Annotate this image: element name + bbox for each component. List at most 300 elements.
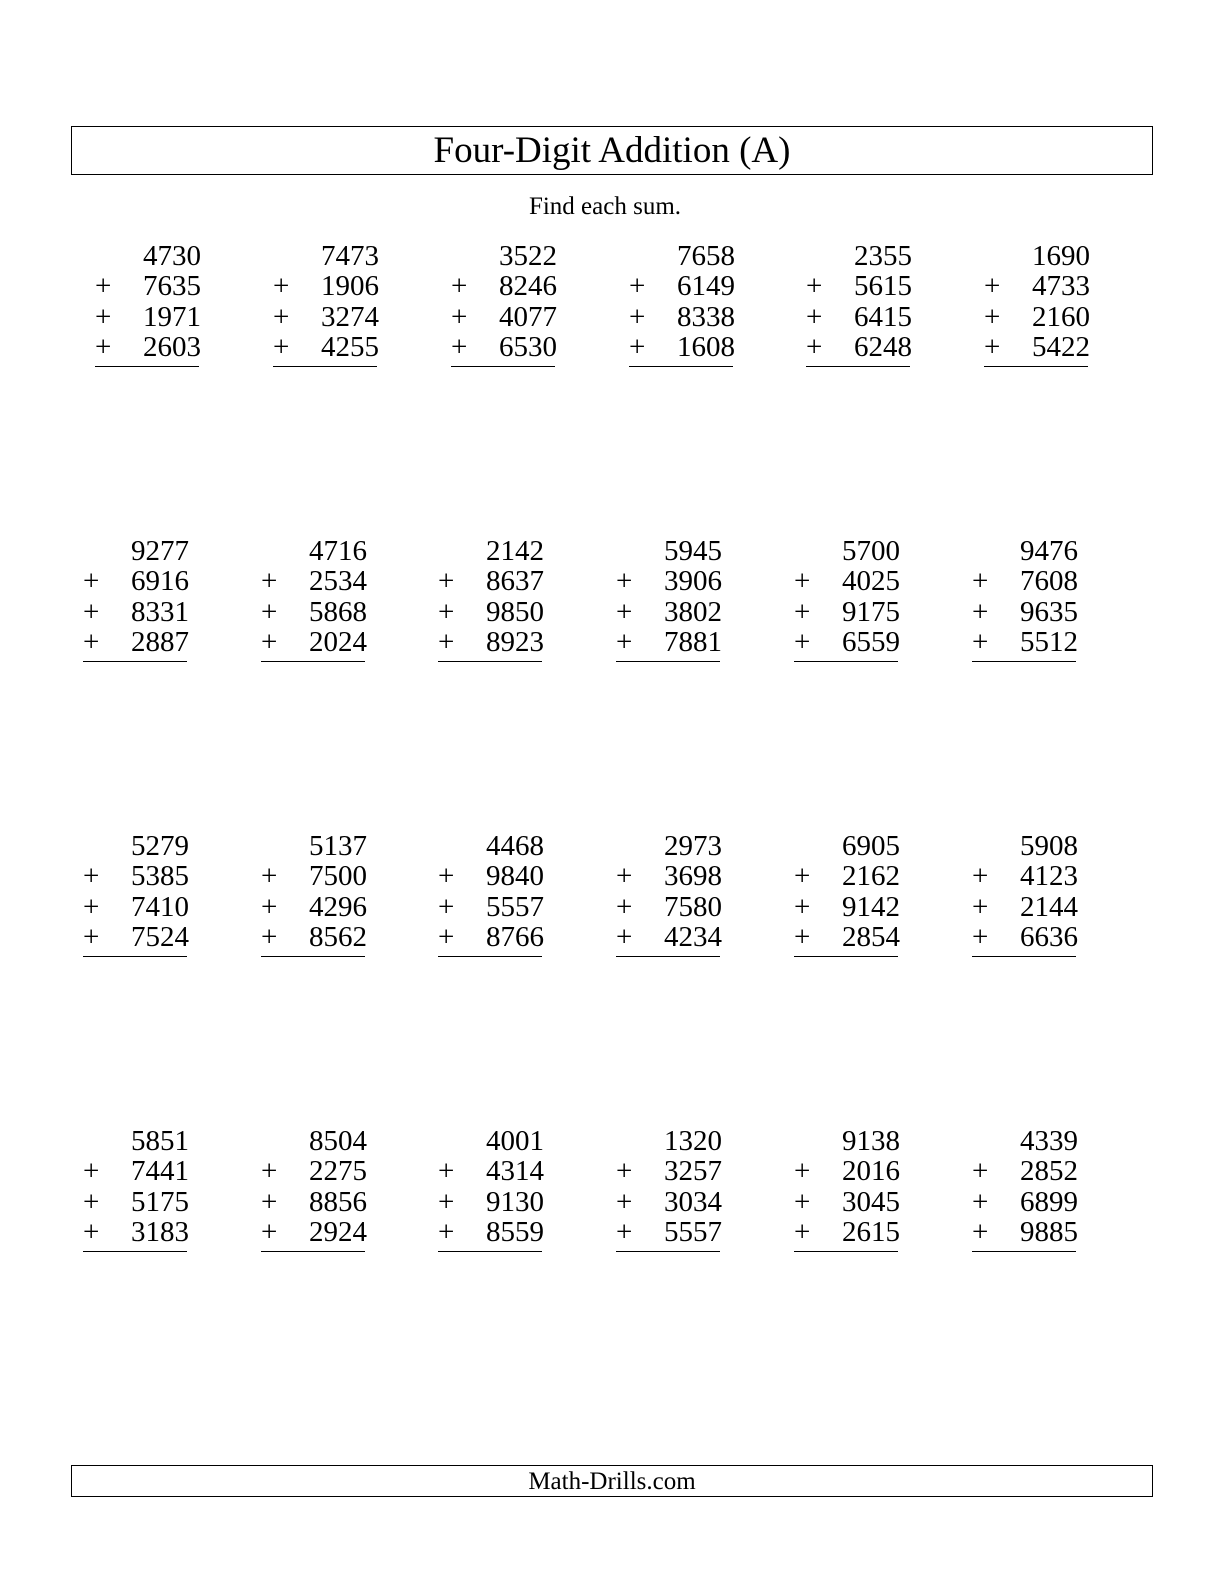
addend-line	[984, 271, 1094, 301]
addend-value: 4234	[664, 920, 722, 953]
addend-value: 2854	[842, 920, 900, 953]
addend-line	[438, 892, 548, 922]
addend-value: 6248	[854, 330, 912, 363]
addend-line	[972, 627, 1082, 657]
plus-sign: +	[438, 595, 455, 628]
plus-sign: +	[451, 270, 468, 303]
addend-value: 9277	[131, 535, 189, 567]
addend-first	[83, 831, 193, 861]
problem-3	[451, 241, 561, 362]
problem-12	[972, 536, 1082, 657]
plus-sign: +	[273, 330, 290, 363]
footer-box	[71, 1465, 1153, 1497]
addend-value: 2603	[143, 330, 201, 363]
addend-value: 2924	[309, 1215, 367, 1248]
plus-sign: +	[273, 300, 290, 333]
plus-sign: +	[83, 625, 100, 658]
addend-value: 9142	[842, 890, 900, 923]
addend-first	[95, 241, 205, 271]
plus-sign: +	[438, 1185, 455, 1218]
problem-19	[83, 1126, 193, 1247]
addend-value: 7635	[143, 270, 201, 303]
addend-line	[616, 566, 726, 596]
addend-line	[273, 271, 383, 301]
addend-line	[794, 1156, 904, 1186]
addend-line	[261, 861, 371, 891]
addend-first	[273, 241, 383, 271]
addend-line	[616, 892, 726, 922]
addend-line	[438, 1187, 548, 1217]
addend-value: 5700	[842, 535, 900, 567]
sum-line	[438, 1251, 542, 1252]
page-title: Four-Digit Addition (A)	[433, 130, 791, 171]
addend-value: 8559	[486, 1215, 544, 1248]
plus-sign: +	[794, 1185, 811, 1218]
addend-value: 4025	[842, 565, 900, 598]
addend-line	[972, 597, 1082, 627]
plus-sign: +	[972, 860, 989, 893]
addend-line	[261, 922, 371, 952]
sum-line	[261, 956, 365, 957]
addend-value: 7500	[309, 860, 367, 893]
addend-line	[83, 1217, 193, 1247]
addend-line	[972, 861, 1082, 891]
plus-sign: +	[794, 625, 811, 658]
plus-sign: +	[794, 595, 811, 628]
addend-line	[83, 892, 193, 922]
addend-line	[83, 597, 193, 627]
plus-sign: +	[261, 920, 278, 953]
addend-first	[438, 536, 548, 566]
plus-sign: +	[616, 595, 633, 628]
addend-line	[438, 861, 548, 891]
addend-line	[794, 597, 904, 627]
addend-line	[451, 302, 561, 332]
plus-sign: +	[261, 860, 278, 893]
addend-line	[984, 302, 1094, 332]
addend-value: 5279	[131, 830, 189, 862]
addend-value: 8923	[486, 625, 544, 658]
problem-17	[794, 831, 904, 952]
plus-sign: +	[83, 565, 100, 598]
addend-line	[438, 1217, 548, 1247]
plus-sign: +	[451, 300, 468, 333]
addend-value: 7608	[1020, 565, 1078, 598]
plus-sign: +	[794, 1215, 811, 1248]
addend-value: 1320	[664, 1125, 722, 1157]
addend-first	[261, 1126, 371, 1156]
addend-line	[83, 1187, 193, 1217]
addend-value: 1971	[143, 300, 201, 333]
sum-line	[984, 366, 1088, 367]
addend-value: 6905	[842, 830, 900, 862]
addend-value: 4730	[143, 240, 201, 272]
sum-line	[616, 661, 720, 662]
plus-sign: +	[616, 1155, 633, 1188]
addend-line	[629, 332, 739, 362]
plus-sign: +	[972, 890, 989, 923]
problem-22	[616, 1126, 726, 1247]
problem-21	[438, 1126, 548, 1247]
plus-sign: +	[438, 860, 455, 893]
plus-sign: +	[972, 595, 989, 628]
plus-sign: +	[806, 330, 823, 363]
addend-first	[794, 831, 904, 861]
addend-line	[806, 302, 916, 332]
addend-first	[616, 536, 726, 566]
plus-sign: +	[616, 1215, 633, 1248]
problem-9	[438, 536, 548, 657]
addend-line	[438, 1156, 548, 1186]
addend-line	[972, 1156, 1082, 1186]
plus-sign: +	[806, 270, 823, 303]
problem-6	[984, 241, 1094, 362]
plus-sign: +	[83, 860, 100, 893]
addend-value: 7441	[131, 1155, 189, 1188]
addend-line	[83, 566, 193, 596]
sum-line	[629, 366, 733, 367]
plus-sign: +	[83, 1215, 100, 1248]
addend-value: 9476	[1020, 535, 1078, 567]
addend-value: 2160	[1032, 300, 1090, 333]
plus-sign: +	[261, 890, 278, 923]
addend-line	[261, 566, 371, 596]
sum-line	[83, 661, 187, 662]
addend-value: 5868	[309, 595, 367, 628]
addend-line	[451, 271, 561, 301]
addend-value: 5908	[1020, 830, 1078, 862]
plus-sign: +	[438, 625, 455, 658]
addend-value: 8338	[677, 300, 735, 333]
plus-sign: +	[95, 270, 112, 303]
addend-value: 5615	[854, 270, 912, 303]
addend-first	[794, 1126, 904, 1156]
plus-sign: +	[261, 565, 278, 598]
addend-value: 2355	[854, 240, 912, 272]
sum-line	[261, 1251, 365, 1252]
addend-value: 5175	[131, 1185, 189, 1218]
sum-line	[616, 1251, 720, 1252]
addend-line	[972, 892, 1082, 922]
addend-value: 2852	[1020, 1155, 1078, 1188]
problem-20	[261, 1126, 371, 1247]
addend-first	[984, 241, 1094, 271]
plus-sign: +	[794, 860, 811, 893]
addend-value: 8562	[309, 920, 367, 953]
problem-11	[794, 536, 904, 657]
addend-value: 3906	[664, 565, 722, 598]
plus-sign: +	[83, 890, 100, 923]
addend-value: 2887	[131, 625, 189, 658]
plus-sign: +	[794, 565, 811, 598]
problem-16	[616, 831, 726, 952]
addend-value: 3802	[664, 595, 722, 628]
sum-line	[451, 366, 555, 367]
plus-sign: +	[451, 330, 468, 363]
addend-value: 4314	[486, 1155, 544, 1188]
addend-value: 6899	[1020, 1185, 1078, 1218]
plus-sign: +	[83, 920, 100, 953]
plus-sign: +	[972, 1185, 989, 1218]
addend-value: 8856	[309, 1185, 367, 1218]
addend-value: 2275	[309, 1155, 367, 1188]
addend-value: 8504	[309, 1125, 367, 1157]
sum-line	[794, 956, 898, 957]
problem-10	[616, 536, 726, 657]
problem-24	[972, 1126, 1082, 1247]
plus-sign: +	[984, 270, 1001, 303]
plus-sign: +	[794, 890, 811, 923]
plus-sign: +	[261, 1155, 278, 1188]
plus-sign: +	[806, 300, 823, 333]
addend-line	[95, 302, 205, 332]
plus-sign: +	[629, 300, 646, 333]
addend-line	[984, 332, 1094, 362]
addend-line	[261, 597, 371, 627]
addend-value: 6636	[1020, 920, 1078, 953]
problem-13	[83, 831, 193, 952]
sum-line	[438, 661, 542, 662]
plus-sign: +	[984, 300, 1001, 333]
addend-value: 5557	[664, 1215, 722, 1248]
addend-value: 4733	[1032, 270, 1090, 303]
addend-first	[616, 831, 726, 861]
addend-first	[261, 536, 371, 566]
plus-sign: +	[438, 565, 455, 598]
plus-sign: +	[261, 625, 278, 658]
addend-value: 2142	[486, 535, 544, 567]
addend-line	[972, 566, 1082, 596]
addend-first	[972, 831, 1082, 861]
addend-value: 3045	[842, 1185, 900, 1218]
addend-value: 3183	[131, 1215, 189, 1248]
addend-line	[972, 1187, 1082, 1217]
addend-value: 9885	[1020, 1215, 1078, 1248]
addend-value: 3257	[664, 1155, 722, 1188]
problem-23	[794, 1126, 904, 1247]
addend-value: 9635	[1020, 595, 1078, 628]
sum-line	[273, 366, 377, 367]
addend-value: 9840	[486, 860, 544, 893]
addend-line	[629, 302, 739, 332]
addend-value: 8766	[486, 920, 544, 953]
addend-line	[83, 1156, 193, 1186]
addend-value: 3274	[321, 300, 379, 333]
addend-value: 4296	[309, 890, 367, 923]
addend-line	[794, 922, 904, 952]
addend-value: 2973	[664, 830, 722, 862]
addend-value: 4716	[309, 535, 367, 567]
sum-line	[794, 1251, 898, 1252]
addend-first	[83, 536, 193, 566]
addend-value: 1690	[1032, 240, 1090, 272]
addend-value: 5512	[1020, 625, 1078, 658]
addend-first	[616, 1126, 726, 1156]
sum-line	[794, 661, 898, 662]
addend-line	[794, 1187, 904, 1217]
plus-sign: +	[83, 1155, 100, 1188]
addend-value: 5422	[1032, 330, 1090, 363]
addend-value: 5557	[486, 890, 544, 923]
addend-line	[616, 597, 726, 627]
sum-line	[83, 1251, 187, 1252]
addend-value: 6916	[131, 565, 189, 598]
plus-sign: +	[438, 1155, 455, 1188]
addend-line	[629, 271, 739, 301]
instructions: Find each sum.	[528, 193, 682, 220]
addend-first	[438, 1126, 548, 1156]
addend-value: 8246	[499, 270, 557, 303]
plus-sign: +	[794, 920, 811, 953]
addend-line	[616, 1187, 726, 1217]
plus-sign: +	[794, 1155, 811, 1188]
addend-value: 3034	[664, 1185, 722, 1218]
addend-line	[273, 302, 383, 332]
plus-sign: +	[438, 920, 455, 953]
addend-first	[806, 241, 916, 271]
addend-value: 4468	[486, 830, 544, 862]
plus-sign: +	[83, 595, 100, 628]
addend-line	[438, 922, 548, 952]
plus-sign: +	[438, 1215, 455, 1248]
addend-line	[95, 332, 205, 362]
addend-first	[972, 536, 1082, 566]
addend-value: 2144	[1020, 890, 1078, 923]
plus-sign: +	[972, 565, 989, 598]
sum-line	[972, 1251, 1076, 1252]
addend-line	[794, 861, 904, 891]
sum-line	[806, 366, 910, 367]
problem-8	[261, 536, 371, 657]
addend-value: 2024	[309, 625, 367, 658]
plus-sign: +	[83, 1185, 100, 1218]
addend-value: 5385	[131, 860, 189, 893]
addend-value: 7658	[677, 240, 735, 272]
addend-value: 5945	[664, 535, 722, 567]
addend-value: 4123	[1020, 860, 1078, 893]
plus-sign: +	[261, 1185, 278, 1218]
addend-value: 6415	[854, 300, 912, 333]
addend-line	[261, 1217, 371, 1247]
addend-value: 5137	[309, 830, 367, 862]
addend-line	[616, 1156, 726, 1186]
addend-line	[794, 627, 904, 657]
addend-value: 7473	[321, 240, 379, 272]
addend-line	[972, 1217, 1082, 1247]
sum-line	[95, 366, 199, 367]
problem-7	[83, 536, 193, 657]
plus-sign: +	[972, 1155, 989, 1188]
sum-line	[438, 956, 542, 957]
problem-14	[261, 831, 371, 952]
addend-value: 8637	[486, 565, 544, 598]
addend-line	[806, 271, 916, 301]
addend-value: 4255	[321, 330, 379, 363]
addend-line	[261, 892, 371, 922]
plus-sign: +	[629, 330, 646, 363]
problem-18	[972, 831, 1082, 952]
addend-line	[95, 271, 205, 301]
plus-sign: +	[629, 270, 646, 303]
addend-line	[794, 1217, 904, 1247]
plus-sign: +	[616, 1185, 633, 1218]
problem-2	[273, 241, 383, 362]
problem-1	[95, 241, 205, 362]
addend-value: 1906	[321, 270, 379, 303]
addend-line	[616, 1217, 726, 1247]
addend-value: 2534	[309, 565, 367, 598]
plus-sign: +	[984, 330, 1001, 363]
plus-sign: +	[616, 565, 633, 598]
addend-line	[438, 597, 548, 627]
sum-line	[972, 661, 1076, 662]
addend-value: 6530	[499, 330, 557, 363]
addend-first	[451, 241, 561, 271]
addend-value: 4001	[486, 1125, 544, 1157]
addend-value: 9130	[486, 1185, 544, 1218]
addend-value: 2615	[842, 1215, 900, 1248]
plus-sign: +	[273, 270, 290, 303]
sum-line	[83, 956, 187, 957]
addend-value: 5851	[131, 1125, 189, 1157]
plus-sign: +	[261, 595, 278, 628]
addend-line	[438, 566, 548, 596]
addend-first	[261, 831, 371, 861]
addend-value: 9850	[486, 595, 544, 628]
addend-line	[616, 922, 726, 952]
plus-sign: +	[95, 330, 112, 363]
addend-value: 7410	[131, 890, 189, 923]
addend-first	[629, 241, 739, 271]
addend-line	[806, 332, 916, 362]
addend-first	[438, 831, 548, 861]
addend-value: 2162	[842, 860, 900, 893]
addend-line	[794, 566, 904, 596]
addend-line	[616, 861, 726, 891]
addend-value: 7580	[664, 890, 722, 923]
addend-first	[972, 1126, 1082, 1156]
plus-sign: +	[616, 920, 633, 953]
addend-line	[83, 922, 193, 952]
addend-line	[616, 627, 726, 657]
addend-line	[261, 627, 371, 657]
addend-line	[794, 892, 904, 922]
addend-value: 2016	[842, 1155, 900, 1188]
plus-sign: +	[972, 1215, 989, 1248]
plus-sign: +	[972, 625, 989, 658]
addend-value: 1608	[677, 330, 735, 363]
addend-line	[83, 627, 193, 657]
addend-line	[451, 332, 561, 362]
title-box	[71, 126, 1153, 175]
plus-sign: +	[261, 1215, 278, 1248]
addend-value: 4077	[499, 300, 557, 333]
sum-line	[616, 956, 720, 957]
addend-value: 3522	[499, 240, 557, 272]
addend-line	[438, 627, 548, 657]
addend-value: 9175	[842, 595, 900, 628]
addend-line	[261, 1156, 371, 1186]
addend-value: 8331	[131, 595, 189, 628]
plus-sign: +	[972, 920, 989, 953]
addend-first	[83, 1126, 193, 1156]
footer-text: Math-Drills.com	[528, 1467, 696, 1495]
problem-5	[806, 241, 916, 362]
addend-value: 9138	[842, 1125, 900, 1157]
addend-value: 7524	[131, 920, 189, 953]
plus-sign: +	[616, 860, 633, 893]
problem-15	[438, 831, 548, 952]
